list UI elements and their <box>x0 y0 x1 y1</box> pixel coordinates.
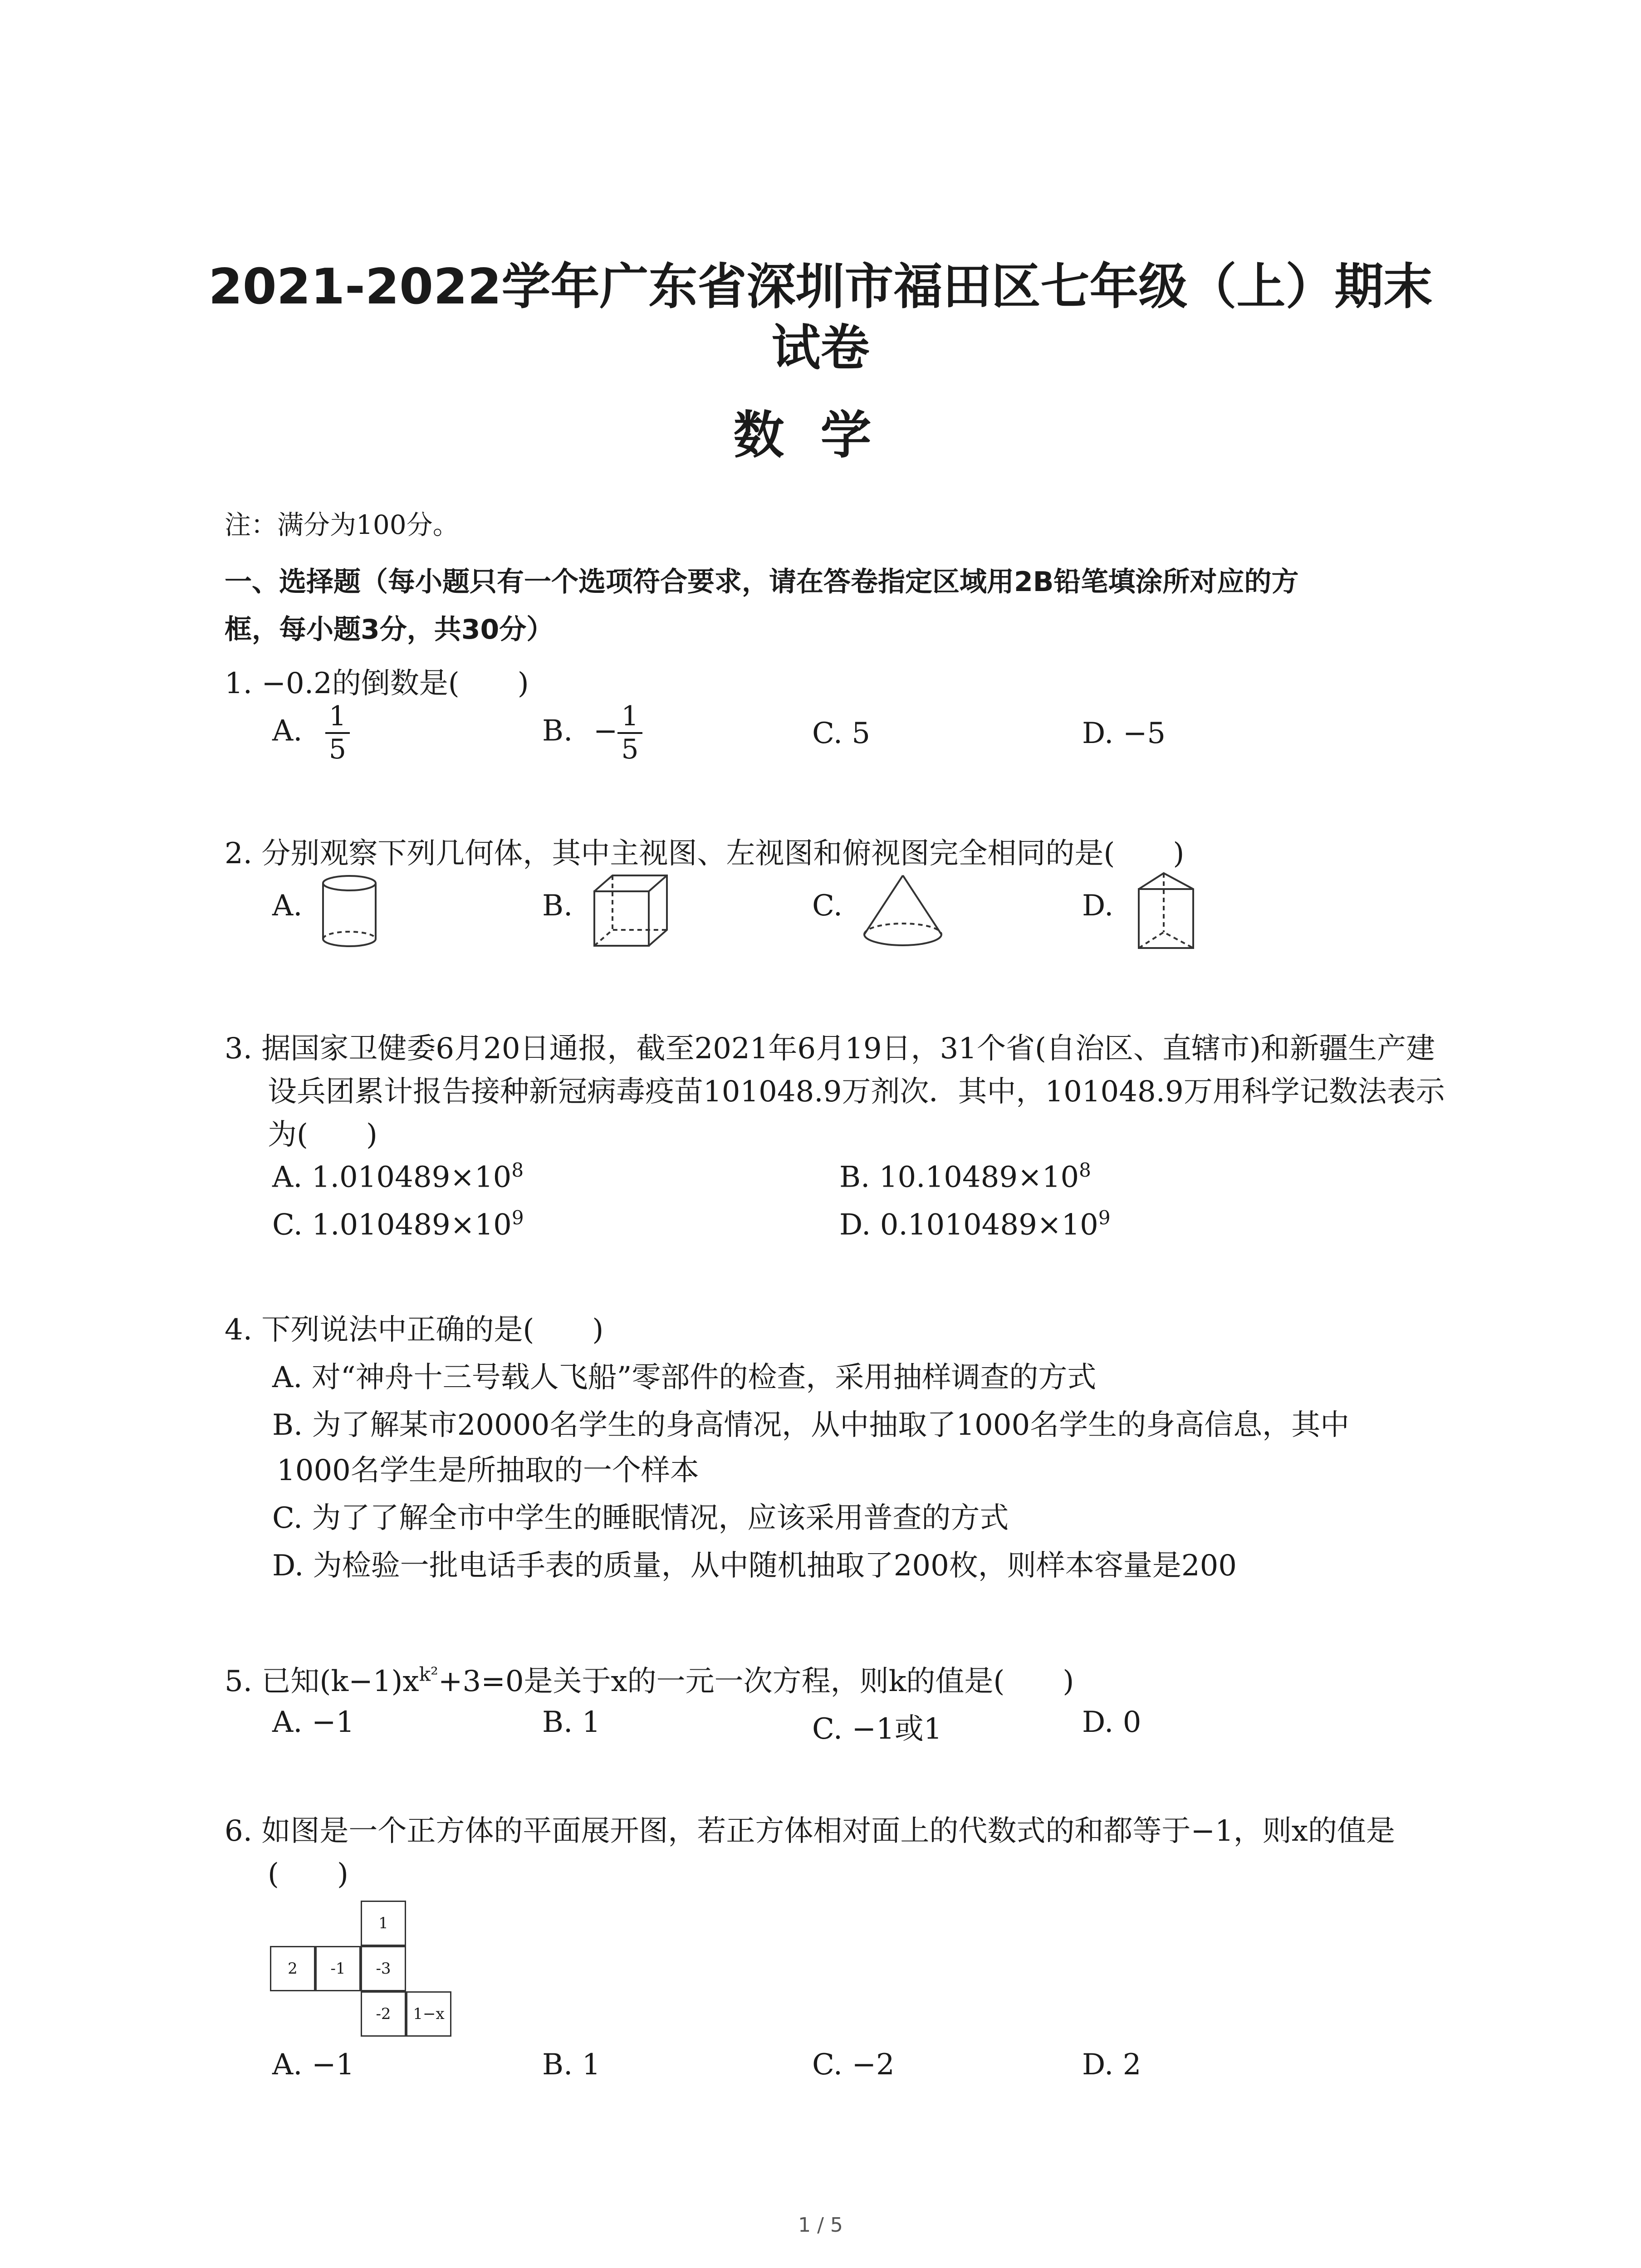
q4-option-c: C. 为了了解全市中学生的睡眠情况，应该采用普查的方式 <box>272 1501 1009 1535</box>
q1-option-b <box>542 701 642 765</box>
q1-a-label: A. <box>272 714 303 748</box>
q3-stem-line2: 设兵团累计报告接种新冠病毒疫苗101048.9万剂次．其中，101048.9万用科学记数法表示 <box>268 1075 1445 1109</box>
q3-b-base: B. 10.10489×10 <box>839 1160 1079 1194</box>
exam-title-line1: 2021-2022学年广东省深圳市福田区七年级（上）期末 <box>208 259 1433 315</box>
net-cell: 1 <box>361 1901 406 1946</box>
q4-option-a: A. 对“神舟十三号载人飞船”零部件的检查，采用抽样调查的方式 <box>272 1361 1097 1394</box>
cube-figure <box>590 871 671 953</box>
q1-a-denominator: 5 <box>328 733 347 765</box>
q6-stem-line2: ( ) <box>268 1857 348 1891</box>
q6-option-c: C. −2 <box>812 2048 895 2082</box>
q6-option-a: A. −1 <box>272 2048 355 2082</box>
q3-option-d <box>839 1207 1111 1242</box>
q4-option-b-line1: B. 为了解某市20000名学生的身高情况，从中抽取了1000名学生的身高信息，其中 <box>272 1408 1350 1442</box>
q2-option-b: B. <box>542 889 573 923</box>
q3-d-exponent: 9 <box>1098 1207 1111 1229</box>
cylinder-figure <box>318 873 381 950</box>
q5-stem-pre: 5. 已知(k−1)x <box>225 1665 419 1698</box>
q1-option-a <box>272 701 350 765</box>
q3-b-exponent: 8 <box>1079 1159 1091 1181</box>
score-note: 注：满分为100分。 <box>225 509 459 540</box>
q1-b-label: B. <box>542 714 573 748</box>
q5-stem <box>225 1658 1074 1700</box>
q1-a-numerator: 1 <box>325 701 350 734</box>
q3-a-exponent: 8 <box>511 1159 524 1181</box>
q6-stem-line1: 6. 如图是一个正方体的平面展开图，若正方体相对面上的代数式的和都等于−1，则x的值是 <box>225 1814 1395 1848</box>
net-cell: 2 <box>270 1946 315 1991</box>
q5-exponent: k² <box>419 1663 438 1686</box>
net-cell: 1−x <box>406 1991 451 2037</box>
prism-figure <box>1130 869 1202 955</box>
q1-b-fraction <box>617 701 642 765</box>
q1-b-numerator: 1 <box>617 701 642 734</box>
q1-b-sign: − <box>593 714 618 748</box>
q6-option-d: D. 2 <box>1082 2048 1141 2082</box>
net-cell: -1 <box>315 1946 361 1991</box>
page-number: 1 / 5 <box>798 2214 843 2237</box>
q3-option-a <box>272 1159 524 1194</box>
q3-c-base: C. 1.010489×10 <box>272 1208 512 1242</box>
q5-option-c: C. −1或1 <box>812 1712 942 1746</box>
cone-figure <box>857 871 948 953</box>
q2-option-c: C. <box>812 889 843 923</box>
q1-stem: 1. −0.2的倒数是( ) <box>225 667 529 700</box>
q3-option-c <box>272 1207 524 1242</box>
q6-option-b: B. 1 <box>542 2048 601 2082</box>
q3-d-base: D. 0.1010489×10 <box>839 1208 1098 1242</box>
q2-option-a: A. <box>272 889 303 923</box>
q5-option-d: D. 0 <box>1082 1706 1141 1739</box>
q5-option-a: A. −1 <box>272 1706 355 1739</box>
q4-stem: 4. 下列说法中正确的是( ) <box>225 1313 604 1347</box>
net-cell: -2 <box>361 1991 406 2037</box>
q3-option-b <box>839 1159 1091 1194</box>
q1-b-denominator: 5 <box>621 733 639 765</box>
net-cell: -3 <box>361 1946 406 1991</box>
exam-title-line2: 试卷 <box>771 320 870 376</box>
q2-stem: 2. 分别观察下列几何体，其中主视图、左视图和俯视图完全相同的是( ) <box>225 837 1185 870</box>
q3-a-base: A. 1.010489×10 <box>272 1160 512 1194</box>
q5-stem-post: +3=0是关于x的一元一次方程，则k的值是( ) <box>438 1665 1074 1698</box>
q3-stem-line3: 为( ) <box>268 1118 377 1152</box>
q3-stem-line1: 3. 据国家卫健委6月20日通报，截至2021年6月19日，31个省(自治区、直辖市)和新疆生产建 <box>225 1032 1435 1066</box>
q1-a-fraction <box>325 701 350 765</box>
q5-option-b: B. 1 <box>542 1706 601 1739</box>
q1-option-c: C. 5 <box>812 717 871 750</box>
section-heading-line1: 一、选择题（每小题只有一个选项符合要求，请在答卷指定区域用2B铅笔填涂所对应的方 <box>225 566 1299 598</box>
q1-option-d: D. −5 <box>1082 717 1166 750</box>
q3-c-exponent: 9 <box>511 1207 524 1229</box>
q4-option-d: D. 为检验一批电话手表的质量，从中随机抽取了200枚，则样本容量是200 <box>272 1549 1237 1583</box>
section-heading-line2: 框，每小题3分，共30分） <box>225 614 554 645</box>
subject-heading: 数学 <box>733 406 908 465</box>
q4-option-b-line2: 1000名学生是所抽取的一个样本 <box>277 1454 699 1487</box>
q2-option-d: D. <box>1082 889 1114 923</box>
